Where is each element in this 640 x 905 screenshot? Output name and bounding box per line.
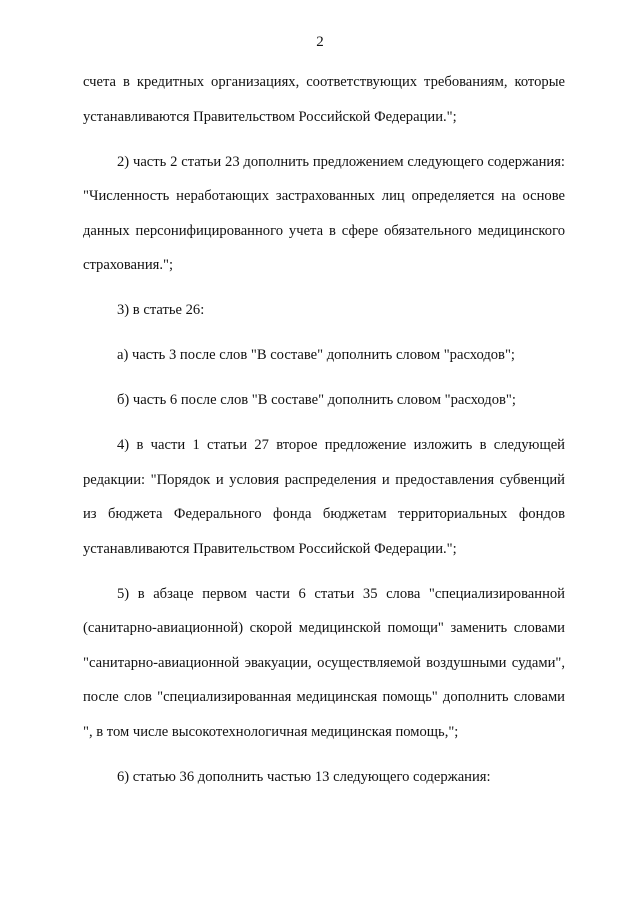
- paragraph-item-3a: а) часть 3 после слов "В составе" дополнить словом "расходов";: [117, 347, 515, 363]
- paragraph-item-3b: б) часть 6 после слов "В составе" дополнить словом "расходов";: [117, 392, 516, 408]
- document-body: [83, 65, 565, 805]
- paragraph-item-4: 4) в части 1 статьи 27 второе предложение изложить в следующей редакции: "Порядок и условия распределения и предоставления субвенций из бюджета Федерального фонда бюджетам территориальных фондов устанавливаются Правительством Российской Федерации.";: [83, 437, 565, 557]
- paragraph-item-2: 2) часть 2 статьи 23 дополнить предложением следующего содержания: "Численность неработающих застрахованных лиц определяется на основе данных персонифицированного учета в сфере обязательного медицинского страхования.";: [83, 153, 565, 273]
- paragraph-continuation: счета в кредитных организациях, соответствующих требованиям, которые устанавливаются Правительством Российской Федерации.";: [83, 74, 565, 125]
- paragraph-item-6: 6) статью 36 дополнить частью 13 следующего содержания:: [117, 768, 491, 785]
- paragraph-item-5: 5) в абзаце первом части 6 статьи 35 слова "специализированной (санитарно-авиационной) скорой медицинской помощи" заменить словами "санитарно-авиационной эвакуации, осуществляемой воздушными судами", после слов "специализированная медицинская помощь" дополнить словами ", в том числе высокотехнологичная медицинская помощь,";: [83, 585, 565, 740]
- page-number: 2: [316, 34, 324, 50]
- paragraph-item-3: 3) в статье 26:: [117, 302, 205, 318]
